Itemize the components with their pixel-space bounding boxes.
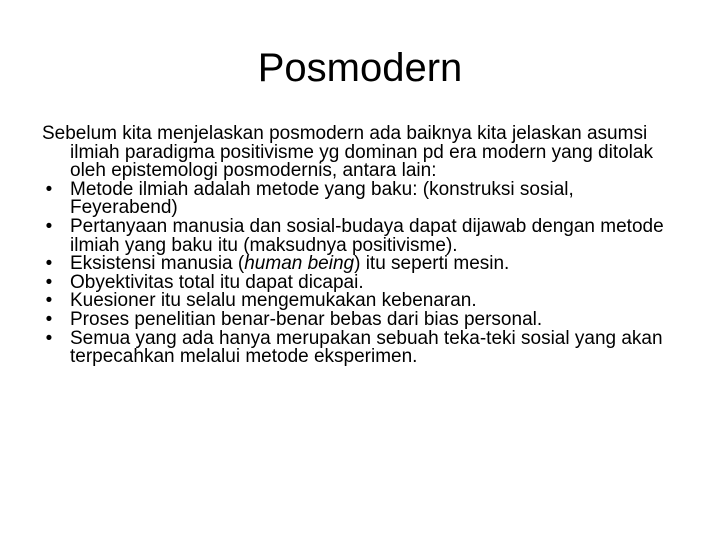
bullet-text: Obyektivitas total itu dapat dicapai. bbox=[70, 271, 364, 293]
bullet-icon: • bbox=[45, 271, 53, 293]
bullet-item bbox=[42, 178, 682, 219]
bullet-list bbox=[42, 178, 682, 368]
bullet-icon: • bbox=[45, 253, 53, 275]
slide-title: Posmodern bbox=[257, 46, 463, 90]
bullet-item bbox=[42, 215, 682, 256]
bullet-text: Semua yang ada hanya merupakan sebuah teka-teki sosial yang akan terpecahkan melalui metode eksperimen. bbox=[70, 327, 663, 368]
bullet-text: Metode ilmiah adalah metode yang baku: (konstruksi sosial, Feyerabend) bbox=[70, 178, 574, 219]
bullet-text-pre: Eksistensi manusia ( bbox=[70, 253, 245, 275]
bullet-icon: • bbox=[45, 290, 53, 312]
bullet-icon: • bbox=[45, 308, 53, 330]
bullet-text-post: ) itu seperti mesin. bbox=[354, 253, 510, 275]
bullet-text: Proses penelitian benar-benar bebas dari bias personal. bbox=[70, 308, 543, 330]
bullet-icon: • bbox=[45, 178, 53, 200]
bullet-item bbox=[42, 327, 682, 368]
bullet-text: Pertanyaan manusia dan sosial-budaya dapat dijawab dengan metode ilmiah yang baku itu (maksudnya positivisme). bbox=[70, 215, 664, 256]
bullet-text-emphasis: human being bbox=[244, 253, 355, 275]
bullet-icon: • bbox=[45, 327, 53, 349]
slide-body bbox=[42, 125, 682, 367]
bullet-icon: • bbox=[45, 215, 53, 237]
bullet-text: Kuesioner itu selalu mengemukakan kebenaran. bbox=[70, 290, 477, 312]
intro-paragraph: Sebelum kita menjelaskan posmodern ada baiknya kita jelaskan asumsi ilmiah paradigma positivisme yg dominan pd era modern yang ditolak oleh epistemologi posmodernis, antara lain: bbox=[42, 123, 653, 182]
